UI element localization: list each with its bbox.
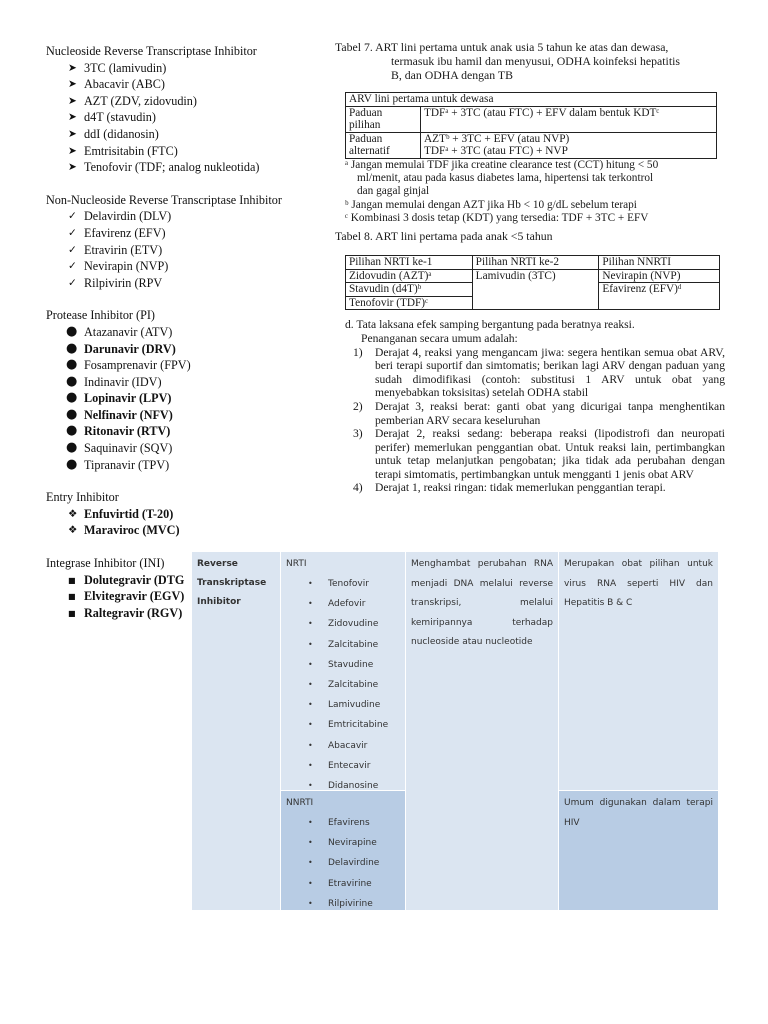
pi-item	[66, 406, 346, 424]
bullet-marker: ●	[66, 456, 78, 472]
bullet-marker: •	[308, 858, 313, 868]
drug-class-lists	[46, 43, 346, 621]
severity-item	[353, 400, 725, 427]
nnrti-note-cell: Umum digunakan dalam terapi HIV	[559, 791, 718, 910]
bullet-marker: ●	[66, 440, 78, 456]
table8-caption: Tabel 8. ART lini pertama pada anak <5 tahun	[335, 228, 553, 243]
bullet-marker: ➤	[68, 161, 77, 174]
bullet-marker: •	[308, 599, 313, 609]
bullet-marker: ■	[68, 575, 76, 585]
drug-name: Zalcitabine	[328, 679, 379, 690]
table7-cell-text: Paduan	[349, 132, 383, 145]
pi-item	[66, 373, 346, 391]
class-label-cell	[192, 552, 280, 910]
nnrti-item	[70, 258, 346, 275]
section-d-intro: Penanganan secara umum adalah:	[361, 331, 518, 345]
table8-header: Pilihan NNRTI	[599, 255, 720, 269]
drug-name: Nelfinavir (NFV)	[84, 407, 173, 422]
scanned-page	[335, 40, 725, 495]
blue-table-drug	[286, 894, 400, 914]
blue-table-drug	[286, 655, 400, 675]
side-effect-section	[335, 318, 725, 495]
blue-table-drug	[286, 614, 400, 634]
drug-name: Efavirenz (EFV)	[84, 225, 166, 240]
drug-name: 3TC (lamivudin)	[84, 60, 167, 75]
blue-table-drug	[286, 715, 400, 735]
severity-item	[353, 346, 725, 400]
bullet-marker: •	[308, 818, 313, 827]
drug-name: Atazanavir (ATV)	[84, 324, 173, 339]
table7-cell-text: pilihan	[349, 119, 381, 132]
table7-row-value: TDFᵃ + 3TC (atau FTC) + EFV dalam bentuk KDTᶜ	[421, 106, 717, 132]
class-label-text: Inhibitor	[197, 597, 241, 607]
nrti-drug-list	[286, 574, 400, 796]
blue-table-drug	[286, 736, 400, 756]
drug-name: Dolutegravir (DTG	[84, 572, 185, 587]
nrti-title: Nucleoside Reverse Transcriptase Inhibitor	[46, 44, 257, 58]
entry-item	[70, 522, 346, 539]
table8-cell: Lamivudin (3TC)	[472, 269, 599, 310]
table7-caption-line: Tabel 7. ART lini pertama untuk anak usia 5 tahun ke atas dan dewasa,	[335, 40, 669, 54]
drug-name: Indinavir (IDV)	[84, 374, 162, 389]
blue-table-drug	[286, 695, 400, 715]
severity-text: Derajat 1, reaksi ringan: tidak memerlukan penggantian terapi.	[375, 481, 666, 495]
pi-item	[66, 390, 346, 407]
drug-name: Ritonavir (RTV)	[84, 424, 171, 439]
drug-name: Rilpivirin (RPV	[84, 275, 163, 290]
bullet-marker: ✓	[68, 226, 77, 239]
bullet-marker: •	[308, 659, 313, 669]
drug-name: Emtrisitabin (FTC)	[84, 143, 178, 158]
blue-table-drug	[286, 756, 400, 776]
drug-name: Lopinavir (LPV)	[84, 391, 172, 406]
bullet-marker: ■	[68, 592, 76, 602]
table7	[345, 92, 717, 159]
pi-title: Protease Inhibitor (PI)	[46, 308, 155, 323]
bullet-marker: •	[308, 619, 313, 629]
table7-row-label	[346, 132, 421, 158]
bullet-marker: ●	[66, 323, 78, 339]
nnrti-list	[46, 208, 346, 291]
pi-item	[66, 423, 346, 440]
blue-table-drug	[286, 675, 400, 695]
table7-caption-line: B, dan ODHA dengan TB	[391, 68, 514, 82]
table7-row-label	[346, 106, 421, 132]
entry-list	[46, 506, 346, 539]
table7-notes	[335, 159, 725, 225]
bullet-marker: ❖	[68, 507, 78, 520]
drug-name: Etravirine	[328, 878, 372, 889]
drug-name: Darunavir (DRV)	[84, 341, 176, 356]
blue-table-drug	[286, 813, 400, 833]
class-label-text: Transkriptase	[197, 578, 267, 588]
table8-cell: Tenofovir (TDF)ᶜ	[346, 296, 473, 310]
blue-table-drug	[286, 874, 400, 894]
pi-item	[66, 456, 346, 474]
entry-item	[70, 506, 346, 523]
drug-name: Enfuvirtid (T-20)	[84, 506, 174, 521]
drug-name: Stavudine	[328, 659, 374, 670]
nnrti-item	[70, 275, 346, 292]
nnrti-title: Non-Nucleoside Reverse Transcriptase Inhibitor	[46, 192, 282, 207]
table8-header: Pilihan NRTI ke-2	[472, 255, 599, 269]
nnrti-drug-list	[286, 813, 400, 914]
drug-name: Entecavir	[328, 760, 371, 771]
bullet-marker: ➤	[68, 78, 77, 91]
table7-caption	[335, 40, 725, 82]
blue-table-drug	[286, 635, 400, 655]
bullet-marker: •	[308, 639, 313, 649]
drug-name: Delavirdine	[328, 858, 380, 869]
bullet-marker: ●	[66, 357, 78, 373]
drug-name: Adefovir	[328, 599, 366, 610]
drug-name: Rilpivirine	[328, 898, 373, 909]
table8-header: Pilihan NRTI ke-1	[346, 255, 473, 269]
bullet-marker: •	[308, 720, 313, 730]
severity-item	[353, 427, 725, 481]
pi-item	[66, 323, 346, 341]
drug-name: Tipranavir (TPV)	[84, 457, 170, 472]
drug-name: Fosamprenavir (FPV)	[84, 358, 191, 373]
table7-note: ᵃ Jangan memulai TDF jika creatine clearance test (CCT) hitung < 50	[345, 158, 659, 171]
nrti-item	[70, 143, 346, 160]
bullet-marker: ✓	[68, 243, 77, 256]
class-label-text: Reverse	[197, 559, 238, 569]
mechanism-cell: Menghambat perubahan RNA menjadi DNA melalui reverse transkripsi, melalui kemiripannya terhadap nucleoside atau nucleotide	[406, 552, 558, 910]
table8-cell: Efavirenz (EFV)ᵈ	[599, 283, 720, 310]
severity-number: 2)	[353, 399, 363, 413]
bullet-marker: •	[308, 740, 313, 750]
table8-cell: Stavudin (d4T)ᵇ	[346, 283, 473, 297]
severity-text: Derajat 3, reaksi berat: ganti obat yang dicurigai tanpa menghentikan pemberian ARV secara keseluruhan	[375, 399, 725, 427]
rti-table	[192, 552, 718, 910]
bullet-marker: ■	[68, 608, 76, 618]
bullet-marker: ❖	[68, 524, 78, 537]
bullet-marker: ✓	[68, 260, 77, 273]
bullet-marker: ➤	[68, 94, 77, 107]
drug-name: Tenofovir (TDF; analog nukleotida)	[84, 160, 260, 175]
bullet-marker: ✓	[68, 276, 77, 289]
bullet-marker: ●	[66, 423, 78, 439]
drug-name: Elvitegravir (EGV)	[84, 589, 185, 604]
drug-name: Maraviroc (MVC)	[84, 523, 180, 538]
table7-cell-text: alternatif	[349, 145, 390, 158]
pi-item	[66, 357, 346, 374]
bullet-marker: •	[308, 878, 313, 888]
bullet-marker: ➤	[68, 144, 77, 157]
nrti-item	[70, 159, 346, 176]
table7-note: dan gagal ginjal	[357, 185, 430, 198]
bullet-marker: •	[308, 679, 313, 689]
pi-item	[66, 440, 346, 457]
table8-cell: Nevirapin (NVP)	[599, 269, 720, 283]
bullet-marker: ➤	[68, 127, 77, 140]
nrti-item	[70, 76, 346, 93]
nrti-item	[70, 93, 346, 110]
drug-name: Raltegravir (RGV)	[84, 605, 183, 620]
bullet-marker: ●	[66, 340, 78, 356]
nrti-cell	[281, 552, 405, 790]
drug-name: Zalcitabine	[328, 639, 379, 650]
drug-name: Tenofovir	[328, 579, 369, 589]
table7-cell-text: AZTᵇ + 3TC + EFV (atau NVP)	[424, 132, 570, 145]
drug-name: Abacavir	[328, 740, 368, 751]
pi-item	[66, 340, 346, 358]
pi-list	[46, 324, 346, 473]
drug-name: Emtricitabine	[328, 720, 389, 731]
bullet-marker: •	[308, 579, 313, 588]
nrti-list	[46, 60, 346, 176]
nnrti-label: NNRTI	[286, 798, 314, 808]
drug-name: Didanosine	[328, 780, 379, 791]
table7-header: ARV lini pertama untuk dewasa	[346, 93, 717, 107]
drug-name: ddI (didanosin)	[84, 126, 159, 141]
table7-cell-text: Paduan	[349, 106, 383, 119]
drug-name: Nevirapin (NVP)	[84, 259, 169, 274]
drug-name: Nevirapine	[328, 838, 377, 849]
bullet-marker: ➤	[68, 61, 77, 74]
severity-item	[353, 481, 725, 495]
bullet-marker: •	[308, 838, 313, 848]
severity-text: Derajat 2, reaksi sedang: beberapa reaksi (lipodistrofi dan neuropati perifer) memerlukan penggantian obat. Untuk reaksi lain, pertimbangkan untuk tetap melanjutkan pengobatan; jika tidak ada perubahan dengan terapi simtomatis, pertimbangkan untuk mengganti 1 jenis obat ARV	[375, 427, 725, 481]
blue-table-drug	[286, 594, 400, 614]
nnrti-item	[70, 242, 346, 259]
table7-note: ᵇ Jangan memulai dengan AZT jika Hb < 10 g/dL sebelum terapi	[345, 198, 637, 211]
bullet-marker: •	[308, 760, 313, 770]
drug-name: Efavirens	[328, 818, 370, 828]
section-d-intro: d. Tata laksana efek samping bergantung pada beratnya reaksi.	[345, 318, 635, 332]
ini-title: Integrase Inhibitor (INI)	[46, 556, 165, 571]
drug-name: Zidovudine	[328, 619, 379, 630]
nnrti-cell	[281, 791, 405, 910]
drug-name: Etravirin (ETV)	[84, 242, 163, 257]
drug-name: Abacavir (ABC)	[84, 77, 165, 92]
nrti-item	[70, 109, 346, 126]
table7-note: ml/menit, atau pada kasus diabetes lama, hipertensi tak terkontrol	[357, 172, 654, 185]
bullet-marker: •	[308, 700, 313, 710]
nrti-item	[70, 126, 346, 143]
entry-title: Entry Inhibitor	[46, 490, 119, 505]
bullet-marker: •	[308, 898, 313, 908]
severity-text: Derajat 4, reaksi yang mengancam jiwa: segera hentikan semua obat ARV, beri terapi suportif dan simtomatis; berikan lagi ARV dengan paduan yang sudah dimodifikasi (contoh: substitusi 1 ARV untuk obat yang menyebabkan toksisitas) setelah ODHA stabil	[375, 345, 725, 400]
blue-table-drug	[286, 833, 400, 853]
nnrti-item	[70, 225, 346, 242]
bullet-marker: ●	[66, 390, 78, 406]
table8	[345, 255, 720, 310]
table7-note: ᶜ Kombinasi 3 dosis tetap (KDT) yang tersedia: TDF + 3TC + EFV	[345, 211, 649, 224]
drug-name: d4T (stavudin)	[84, 110, 156, 125]
drug-name: Lamivudine	[328, 700, 381, 711]
nrti-item	[70, 60, 346, 77]
nrti-note-cell: Merupakan obat pilihan untuk virus RNA seperti HIV dan Hepatitis B & C	[559, 552, 718, 790]
table8-cell: Zidovudin (AZT)ᵃ	[346, 269, 473, 283]
bullet-marker: ●	[66, 406, 78, 422]
table7-caption-line: termasuk ibu hamil dan menyusui, ODHA koinfeksi hepatitis	[391, 54, 680, 68]
blue-table-drug	[286, 853, 400, 873]
severity-number: 1)	[353, 345, 363, 359]
severity-list	[335, 346, 725, 496]
bullet-marker: ➤	[68, 111, 77, 124]
severity-number: 3)	[353, 427, 363, 441]
bullet-marker: ✓	[68, 210, 77, 223]
drug-name: Saquinavir (SQV)	[84, 441, 173, 456]
table7-row-value	[421, 132, 717, 158]
bullet-marker: •	[308, 780, 313, 790]
nnrti-item	[70, 208, 346, 225]
blue-table-drug	[286, 574, 400, 594]
nrti-label: NRTI	[286, 559, 307, 569]
severity-number: 4)	[353, 481, 363, 495]
drug-name: Delavirdin (DLV)	[84, 209, 172, 224]
bullet-marker: ●	[66, 373, 78, 389]
drug-name: AZT (ZDV, zidovudin)	[84, 93, 197, 108]
table7-cell-text: TDFᵃ + 3TC (atau FTC) + NVP	[424, 145, 568, 158]
